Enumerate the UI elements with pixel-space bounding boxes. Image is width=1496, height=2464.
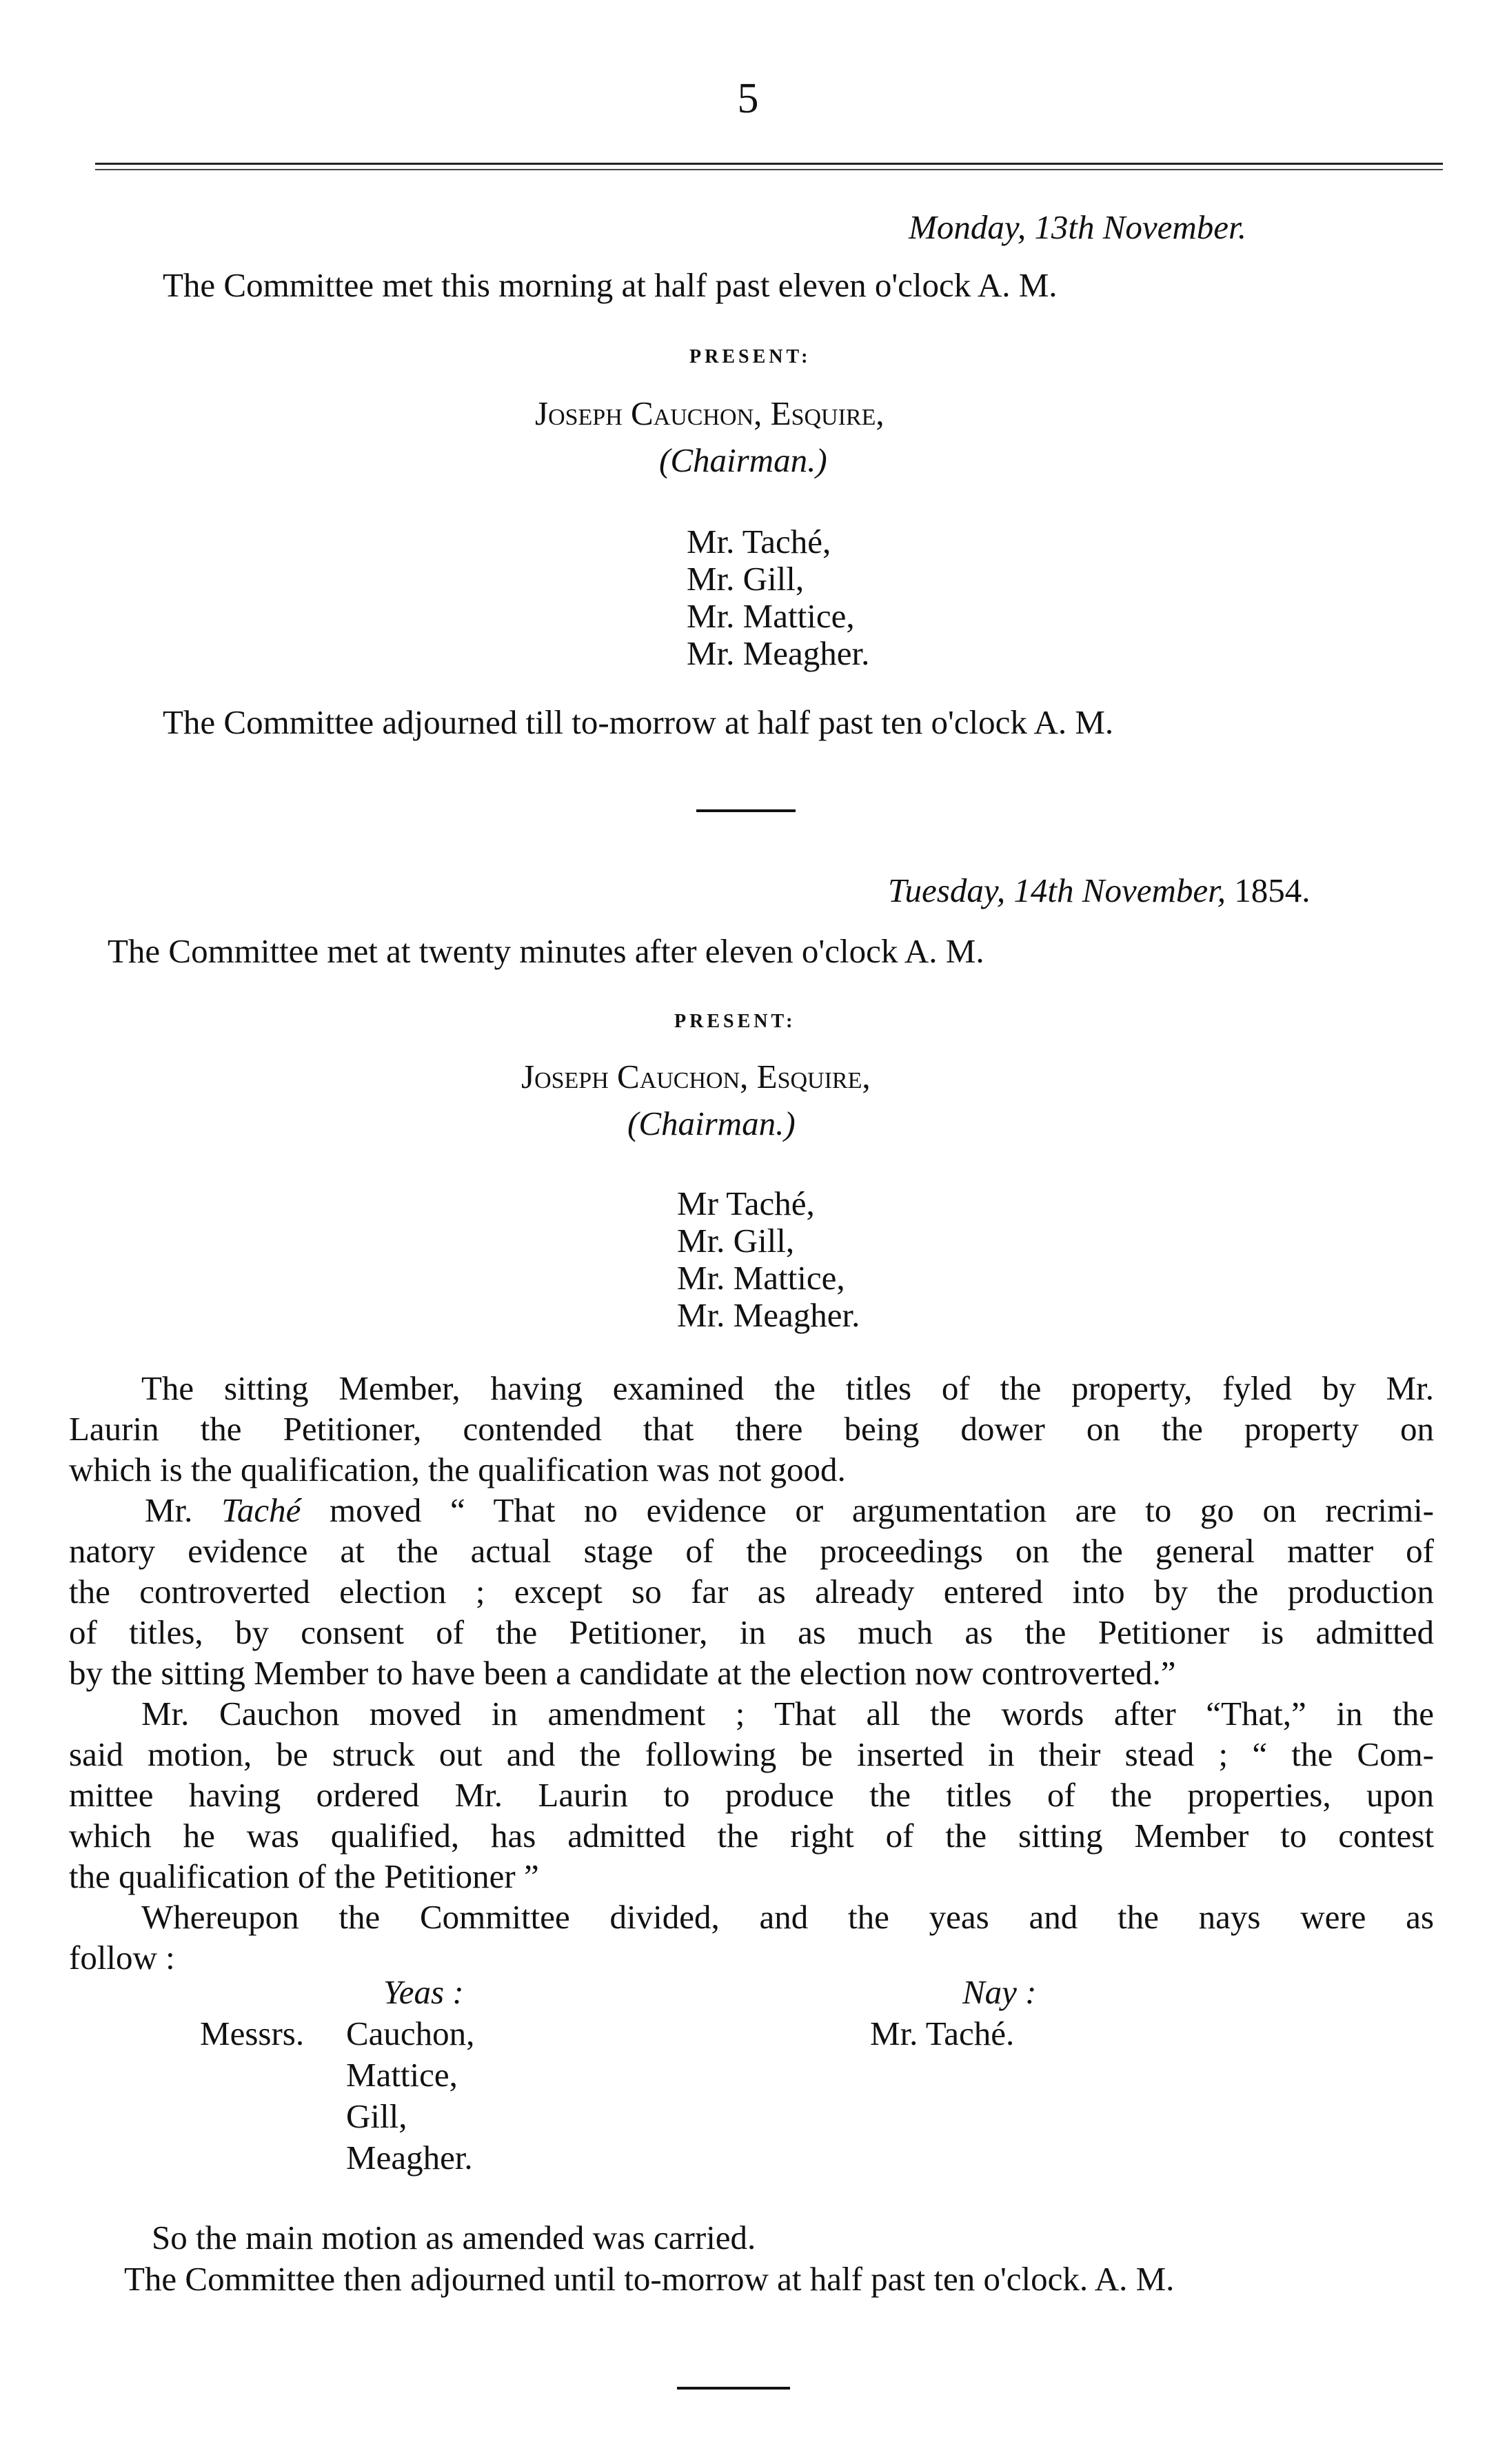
yeas-prefix: Messrs. <box>200 2014 305 2052</box>
session2-date-italic: Tuesday, 14th November, <box>888 871 1226 909</box>
session2-member: Mr Taché, <box>677 1184 815 1222</box>
session1-member: Mr. Taché, <box>687 523 831 561</box>
session1-member: Mr. Mattice, <box>687 597 855 635</box>
nays-heading: Nay : <box>962 1973 1037 2011</box>
session2-date-year: 1854. <box>1234 871 1311 909</box>
result-line: So the main motion as amended was carried. <box>152 2219 756 2256</box>
paragraph-line: follow : <box>69 1939 175 1977</box>
final-adjourn-line: The Committee then adjourned until to-morrow at half past ten o'clock. A. M. <box>124 2260 1175 2298</box>
yeas-heading: Yeas : <box>383 1973 464 2011</box>
paragraph-division <box>69 1897 1434 1978</box>
header-rule-secondary <box>95 169 1443 170</box>
session1-date-day: Monday, <box>909 208 1027 246</box>
session1-chairman-role: (Chairman.) <box>659 441 827 479</box>
paragraph-line: the qualification of the Petitioner ” <box>69 1857 539 1895</box>
paragraph-tache-motion <box>69 1490 1434 1693</box>
session2-date <box>888 870 1310 911</box>
yea-member: Gill, <box>346 2097 407 2135</box>
paragraph-line: of titles, by consent of the Petitioner, in as much as the Petitioner is admitted <box>69 1613 1434 1651</box>
session1-adjourn-line: The Committee adjourned till to-morrow at half past ten o'clock A. M. <box>163 703 1114 741</box>
closing-separator <box>677 2387 790 2390</box>
paragraph-line: said motion, be struck out and the following be inserted in their stead ; “ the Com- <box>69 1735 1434 1773</box>
paragraph-line: Laurin the Petitioner, contended that there being dower on the property on <box>69 1410 1434 1448</box>
session2-chairman-role: (Chairman.) <box>627 1104 796 1142</box>
motion-text: moved “ That no evidence or argumentation are to go on recrimi- <box>330 1491 1435 1529</box>
paragraph-line: the controverted election ; except so far as already entered into by the production <box>69 1573 1434 1610</box>
paragraph-line: Whereupon the Committee divided, and the yeas and the nays were as <box>141 1898 1434 1936</box>
paragraph-line: The sitting Member, having examined the titles of the property, fyled by Mr. <box>141 1369 1434 1407</box>
motion-mover: Taché <box>221 1491 301 1529</box>
paragraph-line <box>69 1490 1434 1531</box>
session2-meeting-line: The Committee met at twenty minutes after eleven o'clock A. M. <box>108 932 984 970</box>
paragraph-cauchon-amendment <box>69 1693 1434 1897</box>
session2-member: Mr. Meagher. <box>677 1296 860 1334</box>
session1-date <box>909 207 1246 248</box>
yea-member: Cauchon, <box>346 2014 475 2052</box>
session1-meeting-line: The Committee met this morning at half past eleven o'clock A. M. <box>163 266 1058 304</box>
section-separator <box>696 809 796 812</box>
nay-member: Mr. Taché. <box>870 2014 1015 2052</box>
paragraph-line: by the sitting Member to have been a candidate at the election now controverted.” <box>69 1654 1176 1692</box>
header-rule <box>95 163 1443 165</box>
paragraph-line: mittee having ordered Mr. Laurin to produce the titles of the properties, upon <box>69 1776 1434 1814</box>
page-number: 5 <box>737 75 759 122</box>
paragraph-sitting-member <box>69 1368 1434 1490</box>
yea-member: Meagher. <box>346 2139 473 2177</box>
session2-present-heading: PRESENT: <box>674 1011 796 1032</box>
paragraph-line: which is the qualification, the qualification was not good. <box>69 1451 846 1488</box>
session2-member: Mr. Mattice, <box>677 1259 845 1297</box>
session1-member: Mr. Meagher. <box>687 634 870 672</box>
session1-present-heading: PRESENT: <box>689 346 811 367</box>
paragraph-line: which he was qualified, has admitted the right of the sitting Member to contest <box>69 1817 1434 1855</box>
session2-chairman-name: Joseph Cauchon, Esquire, <box>521 1058 871 1095</box>
motion-prefix: Mr. <box>145 1491 193 1529</box>
paragraph-line: Mr. Cauchon moved in amendment ; That all the words after “That,” in the <box>141 1695 1434 1733</box>
paragraph-line: natory evidence at the actual stage of the proceedings on the general matter of <box>69 1532 1434 1570</box>
session1-chairman-name: Joseph Cauchon, Esquire, <box>535 394 885 432</box>
session1-date-rest: 13th November. <box>1034 208 1246 246</box>
session1-member: Mr. Gill, <box>687 560 805 598</box>
session2-member: Mr. Gill, <box>677 1222 795 1260</box>
yea-member: Mattice, <box>346 2056 458 2094</box>
